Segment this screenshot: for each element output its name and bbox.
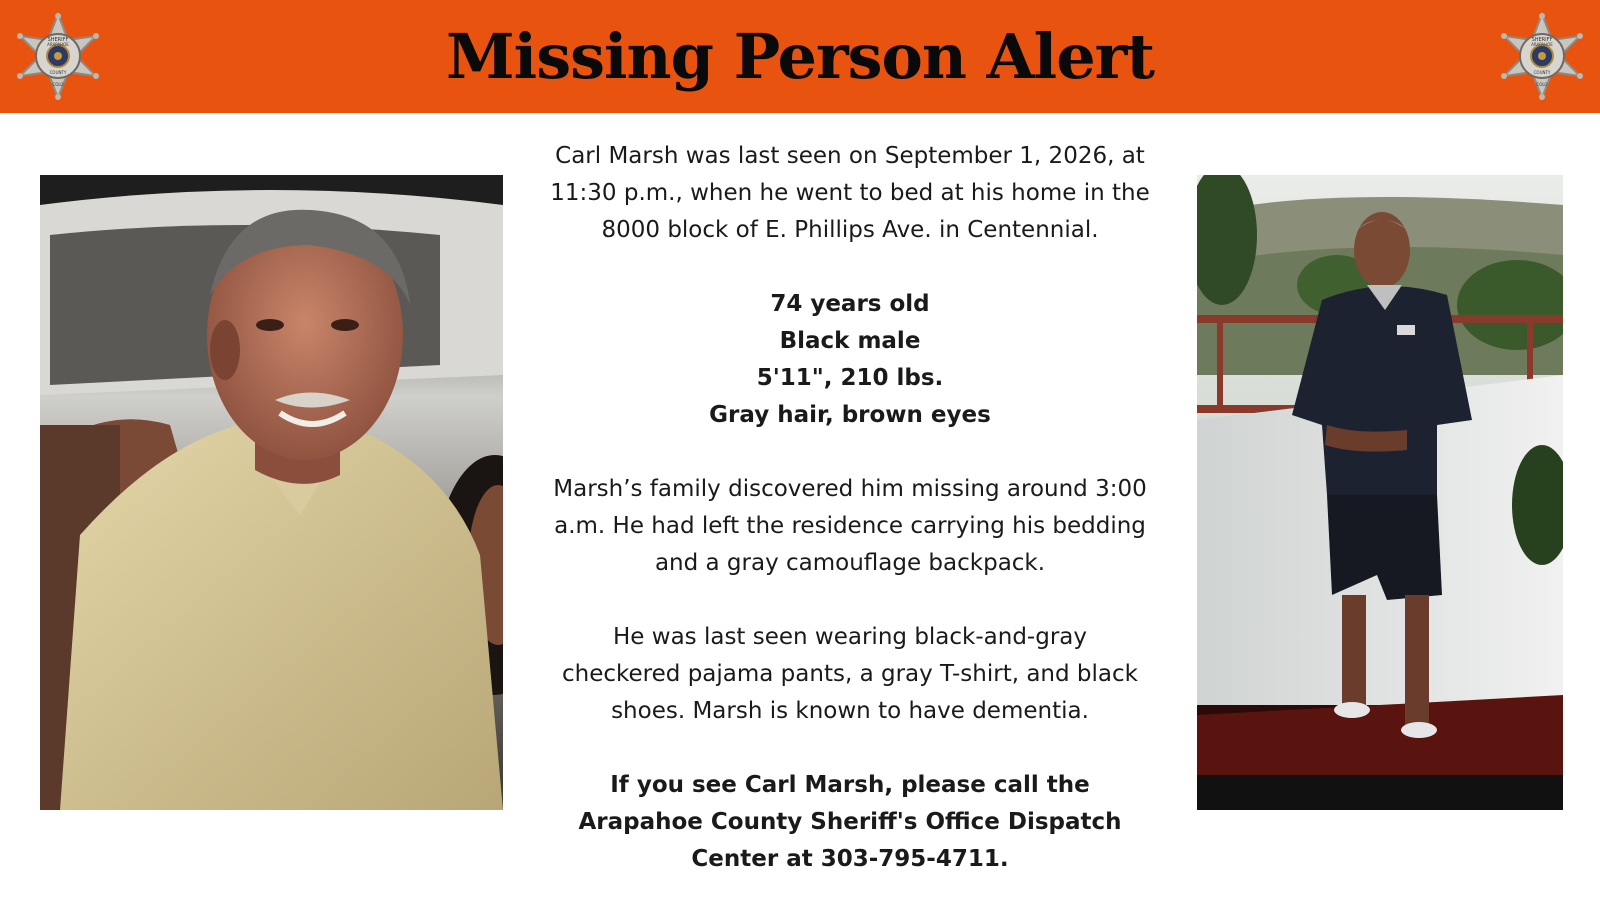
badge-text-county: COUNTY xyxy=(1533,70,1551,75)
text-line: checkered pajama pants, a gray T-shirt, and black xyxy=(562,661,1138,687)
last-seen-paragraph xyxy=(548,138,1152,249)
hair-eyes: Gray hair, brown eyes xyxy=(709,402,991,428)
badge-text-top: SHERIFF xyxy=(1531,37,1553,43)
text-line: Marsh’s family discovered him missing around 3:00 xyxy=(553,476,1147,502)
text-line: If you see Carl Marsh, please call the xyxy=(610,772,1090,798)
badge-text-county: COUNTY xyxy=(49,70,67,75)
clothing-paragraph xyxy=(548,619,1152,730)
page-title: Missing Person Alert xyxy=(446,20,1154,93)
phone-number-line: Center at 303-795-4711. xyxy=(691,846,1009,872)
alert-details xyxy=(548,138,1152,878)
full-body-photo xyxy=(1197,175,1563,810)
text-line: shoes. Marsh is known to have dementia. xyxy=(611,698,1089,724)
badge-text-state: COLO xyxy=(52,82,64,87)
badge-text-state: COLO xyxy=(1536,82,1548,87)
discovery-paragraph xyxy=(548,471,1152,582)
text-line: 11:30 p.m., when he went to bed at his home in the xyxy=(550,180,1150,206)
text-line: and a gray camouflage backpack. xyxy=(654,550,1046,576)
text-line: Carl Marsh was last seen on September 1, 2026, at xyxy=(555,143,1145,169)
age: 74 years old xyxy=(770,291,930,317)
badge-text-top: SHERIFF xyxy=(47,37,69,43)
text-line: Arapahoe County Sheriff's Office Dispatch xyxy=(578,809,1122,835)
sheriff-star-badge-icon xyxy=(16,12,100,100)
badge-text-county-name: ARAPAHOE xyxy=(1531,42,1553,47)
physical-description xyxy=(548,286,1152,434)
height-weight: 5'11", 210 lbs. xyxy=(756,365,944,391)
badge-text-county-name: ARAPAHOE xyxy=(47,42,69,47)
contact-callout xyxy=(548,767,1152,878)
text-line: 8000 block of E. Phillips Ave. in Centennial. xyxy=(601,217,1099,243)
portrait-photo xyxy=(40,175,503,810)
sheriff-star-badge-icon xyxy=(1500,12,1584,100)
text-line: a.m. He had left the residence carrying his bedding xyxy=(554,513,1146,539)
text-line: He was last seen wearing black-and-gray xyxy=(613,624,1087,650)
race-sex: Black male xyxy=(779,328,921,354)
